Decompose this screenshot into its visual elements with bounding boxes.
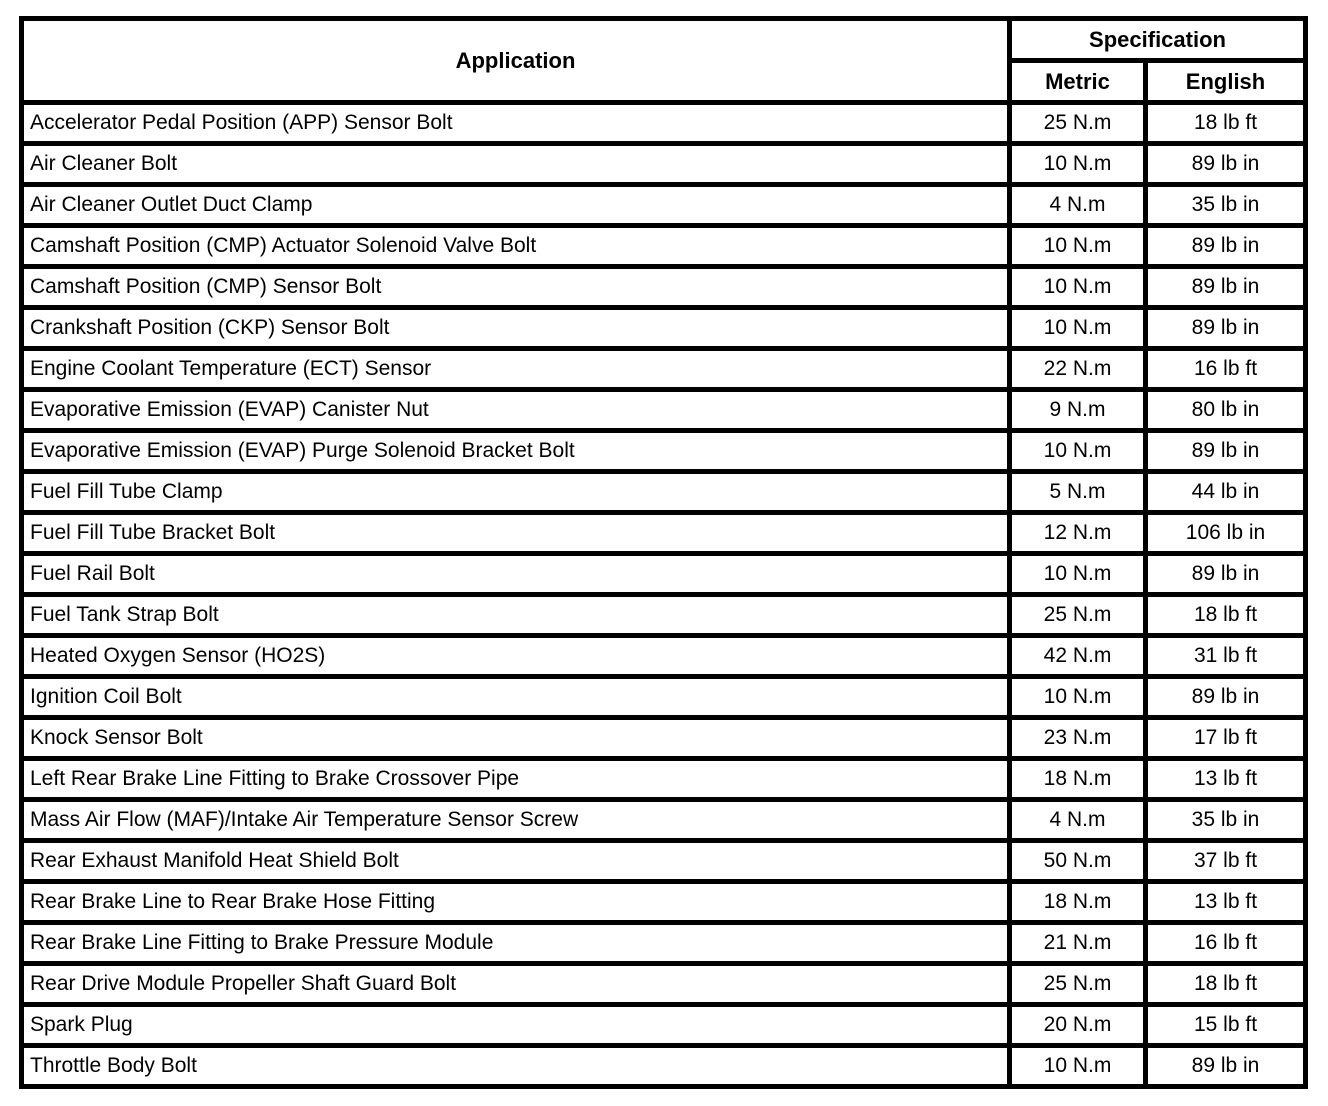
- english-value-cell: 15 lb ft: [1146, 1005, 1306, 1046]
- english-value-cell: 35 lb in: [1146, 185, 1306, 226]
- english-value-cell: 13 lb ft: [1146, 759, 1306, 800]
- table-row: [22, 636, 1306, 677]
- table-row: [22, 554, 1306, 595]
- application-cell: Heated Oxygen Sensor (HO2S): [22, 636, 1010, 677]
- english-value-cell: 89 lb in: [1146, 554, 1306, 595]
- table-row: [22, 103, 1306, 144]
- torque-specification-table: [19, 16, 1308, 1089]
- application-cell: Knock Sensor Bolt: [22, 718, 1010, 759]
- english-value-cell: 18 lb ft: [1146, 595, 1306, 636]
- metric-value-cell: 9 N.m: [1010, 390, 1146, 431]
- english-value-cell: 89 lb in: [1146, 144, 1306, 185]
- english-value-cell: 89 lb in: [1146, 308, 1306, 349]
- application-cell: Fuel Tank Strap Bolt: [22, 595, 1010, 636]
- application-cell: Fuel Fill Tube Clamp: [22, 472, 1010, 513]
- table-row: [22, 308, 1306, 349]
- table-row: [22, 1005, 1306, 1046]
- english-value-cell: 16 lb ft: [1146, 923, 1306, 964]
- header-row-top: [22, 19, 1306, 61]
- table-row: [22, 841, 1306, 882]
- metric-value-cell: 10 N.m: [1010, 1046, 1146, 1087]
- application-cell: Evaporative Emission (EVAP) Purge Solenoid Bracket Bolt: [22, 431, 1010, 472]
- metric-value-cell: 10 N.m: [1010, 267, 1146, 308]
- application-cell: Fuel Rail Bolt: [22, 554, 1010, 595]
- application-column-header: Application: [22, 19, 1010, 103]
- metric-value-cell: 10 N.m: [1010, 431, 1146, 472]
- english-value-cell: 31 lb ft: [1146, 636, 1306, 677]
- application-cell: Rear Exhaust Manifold Heat Shield Bolt: [22, 841, 1010, 882]
- application-cell: Fuel Fill Tube Bracket Bolt: [22, 513, 1010, 554]
- table-row: [22, 390, 1306, 431]
- application-cell: Rear Brake Line Fitting to Brake Pressure Module: [22, 923, 1010, 964]
- table-row: [22, 1046, 1306, 1087]
- metric-value-cell: 25 N.m: [1010, 103, 1146, 144]
- application-cell: Engine Coolant Temperature (ECT) Sensor: [22, 349, 1010, 390]
- table-row: [22, 800, 1306, 841]
- english-value-cell: 44 lb in: [1146, 472, 1306, 513]
- application-cell: Rear Drive Module Propeller Shaft Guard Bolt: [22, 964, 1010, 1005]
- english-value-cell: 106 lb in: [1146, 513, 1306, 554]
- table-row: [22, 964, 1306, 1005]
- table-row: [22, 882, 1306, 923]
- application-cell: Accelerator Pedal Position (APP) Sensor Bolt: [22, 103, 1010, 144]
- table-row: [22, 431, 1306, 472]
- application-cell: Spark Plug: [22, 1005, 1010, 1046]
- application-cell: Camshaft Position (CMP) Sensor Bolt: [22, 267, 1010, 308]
- metric-value-cell: 20 N.m: [1010, 1005, 1146, 1046]
- application-cell: Mass Air Flow (MAF)/Intake Air Temperature Sensor Screw: [22, 800, 1010, 841]
- metric-value-cell: 23 N.m: [1010, 718, 1146, 759]
- metric-value-cell: 4 N.m: [1010, 185, 1146, 226]
- application-cell: Ignition Coil Bolt: [22, 677, 1010, 718]
- table-header: [22, 19, 1306, 103]
- table-row: [22, 267, 1306, 308]
- metric-column-header: Metric: [1010, 61, 1146, 103]
- table-row: [22, 226, 1306, 267]
- metric-value-cell: 10 N.m: [1010, 226, 1146, 267]
- metric-value-cell: 18 N.m: [1010, 759, 1146, 800]
- metric-value-cell: 10 N.m: [1010, 677, 1146, 718]
- table-row: [22, 185, 1306, 226]
- table-row: [22, 513, 1306, 554]
- table-row: [22, 923, 1306, 964]
- application-cell: Left Rear Brake Line Fitting to Brake Crossover Pipe: [22, 759, 1010, 800]
- metric-value-cell: 4 N.m: [1010, 800, 1146, 841]
- table-row: [22, 759, 1306, 800]
- english-value-cell: 35 lb in: [1146, 800, 1306, 841]
- english-value-cell: 89 lb in: [1146, 1046, 1306, 1087]
- table-row: [22, 472, 1306, 513]
- english-value-cell: 89 lb in: [1146, 677, 1306, 718]
- metric-value-cell: 25 N.m: [1010, 595, 1146, 636]
- table-row: [22, 718, 1306, 759]
- english-column-header: English: [1146, 61, 1306, 103]
- english-value-cell: 13 lb ft: [1146, 882, 1306, 923]
- english-value-cell: 18 lb ft: [1146, 964, 1306, 1005]
- metric-value-cell: 18 N.m: [1010, 882, 1146, 923]
- metric-value-cell: 22 N.m: [1010, 349, 1146, 390]
- application-cell: Air Cleaner Outlet Duct Clamp: [22, 185, 1010, 226]
- english-value-cell: 80 lb in: [1146, 390, 1306, 431]
- english-value-cell: 89 lb in: [1146, 226, 1306, 267]
- metric-value-cell: 5 N.m: [1010, 472, 1146, 513]
- english-value-cell: 89 lb in: [1146, 431, 1306, 472]
- english-value-cell: 37 lb ft: [1146, 841, 1306, 882]
- table-row: [22, 144, 1306, 185]
- application-cell: Evaporative Emission (EVAP) Canister Nut: [22, 390, 1010, 431]
- table-row: [22, 595, 1306, 636]
- metric-value-cell: 10 N.m: [1010, 144, 1146, 185]
- metric-value-cell: 10 N.m: [1010, 308, 1146, 349]
- english-value-cell: 17 lb ft: [1146, 718, 1306, 759]
- english-value-cell: 16 lb ft: [1146, 349, 1306, 390]
- application-cell: Camshaft Position (CMP) Actuator Solenoid Valve Bolt: [22, 226, 1010, 267]
- metric-value-cell: 42 N.m: [1010, 636, 1146, 677]
- metric-value-cell: 50 N.m: [1010, 841, 1146, 882]
- table-body: [22, 103, 1306, 1087]
- table-row: [22, 349, 1306, 390]
- metric-value-cell: 25 N.m: [1010, 964, 1146, 1005]
- application-cell: Crankshaft Position (CKP) Sensor Bolt: [22, 308, 1010, 349]
- application-cell: Throttle Body Bolt: [22, 1046, 1010, 1087]
- application-cell: Air Cleaner Bolt: [22, 144, 1010, 185]
- english-value-cell: 89 lb in: [1146, 267, 1306, 308]
- metric-value-cell: 10 N.m: [1010, 554, 1146, 595]
- specification-column-group-header: Specification: [1010, 19, 1306, 61]
- table-row: [22, 677, 1306, 718]
- application-cell: Rear Brake Line to Rear Brake Hose Fitting: [22, 882, 1010, 923]
- metric-value-cell: 21 N.m: [1010, 923, 1146, 964]
- metric-value-cell: 12 N.m: [1010, 513, 1146, 554]
- english-value-cell: 18 lb ft: [1146, 103, 1306, 144]
